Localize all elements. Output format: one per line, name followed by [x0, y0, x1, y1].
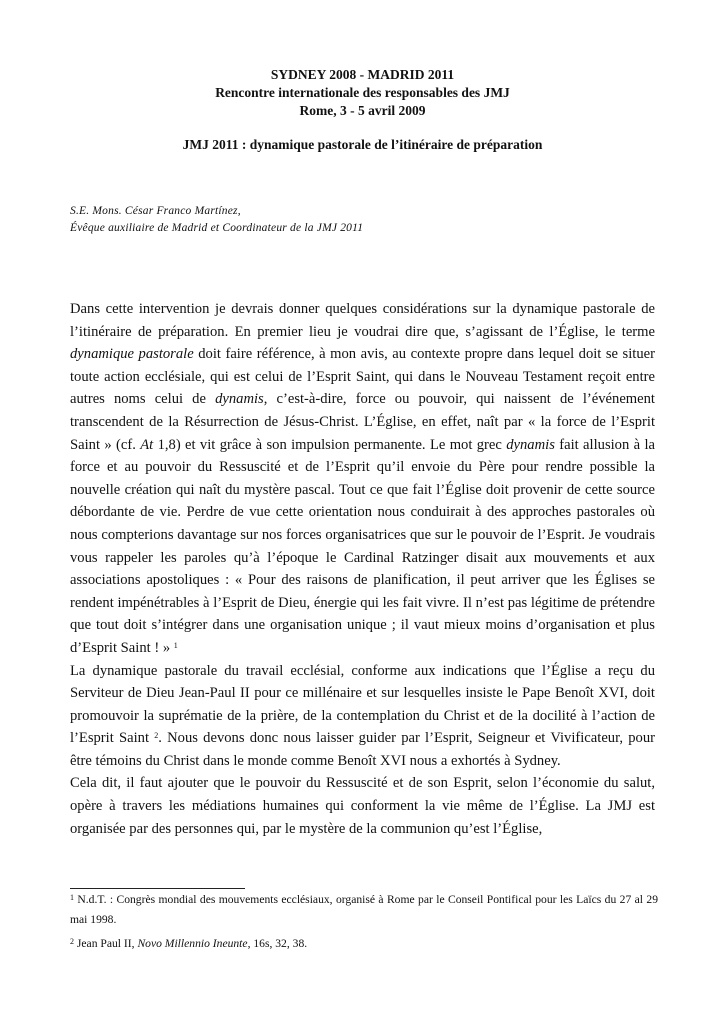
paragraph-2: La dynamique pastorale du travail ecclésial, conforme aux indications que l’Église a reçu du Serviteur de Dieu Jean-Paul II pour ce millénaire et sur lesquelles insiste le Pape Benoît XVI, doit promouvoir la suprématie de la prière, de la contemplation du Christ et de la docilité à l’action de l’Esprit Saint $^2$. Nous devons donc nous laisser guider par l’Esprit, Seigneur et Vivificateur, pour être témoins du Christ dans le monde comme Benoît XVI nous a exhortés à Sydney.: [70, 662, 655, 769]
header-line-3: Rome, 3 - 5 avril 2009: [299, 103, 426, 118]
paragraph-3: Cela dit, il faut ajouter que le pouvoir du Ressuscité et de son Esprit, selon l’économie du salut, opère à travers les médiations humaines qui conforment la vie même de l’Église. La JMJ est organisée par des personnes qui, par le mystère de la communion qu’est l’Église,: [70, 775, 655, 837]
paragraph-1: Dans cette intervention je devrais donner quelques considérations sur la dynamique pastorale de l’itinéraire de préparation. En premier lieu je voudrai dire que, s’agissant de l’Église, le terme dynamique pastorale doit faire référence, à mon avis, au contexte propre dans lequel doit se situer toute action ecclésiale, qui est celui de l’Esprit Saint, qui dans le Nouveau Testament reçoit entre autres noms celui de dynamis, c’est-à-dire, force ou pouvoir, qui naissent de l’événement transcendent de la Résurrection de Jésus-Christ. L’Église, en effet, naît par « la force de l’Esprit Saint » (cf. At 1,8) et vit grâce à son impulsion permanente. Le mot grec dynamis fait allusion à la force et au pouvoir du Ressuscité et de l’Esprit qu’il envoie du Père pour rendre possible la nouvelle création qui naît du mystère pascal. Tout ce que fait l’Église doit provenir de cette source débordante de vie. Perdre de vue cette orientation nous conduirait à des approches pastorales où nous compterions davantage sur nos forces organisatrices que sur le pouvoir de l’Esprit. Je voudrais vous rappeler les paroles qu’à l’époque le Cardinal Ratzinger disait aux mouvements et aux associations apostoliques : « Pour des raisons de planification, il peut arriver que les Églises se rendent impénétrables à l’Esprit de Dieu, énergie qui les fait vivre. Il n’est pas légitime de prétendre que tout doit s’intégrer dans une organisation unique ; il vaut mieux moins d’organisation et plus d’Esprit Saint ! » $^1$: [70, 301, 656, 656]
author-role: Évêque auxiliaire de Madrid et Coordinateur de la JMJ 2011: [70, 222, 364, 234]
document-title: JMJ 2011 : dynamique pastorale de l’itinéraire de préparation: [182, 137, 543, 152]
footnote-2: $^2$ Jean Paul II, Novo Millennio Ineunte, 16s, 32, 38.: [70, 937, 308, 950]
header-line-2: Rencontre internationale des responsables des JMJ: [215, 85, 510, 100]
footnote-ref-1[interactable]: 1: [173, 640, 178, 650]
footnotes: [70, 890, 658, 958]
document-body: [70, 298, 655, 840]
header-line-1: SYDNEY 2008 - MADRID 2011: [270, 67, 455, 82]
document-header: [0, 66, 725, 154]
footnote-1: $^1$ N.d.T. : Congrès mondial des mouvements ecclésiaux, organisé à Rome par le Conseil Pontifical pour les Laïcs du 27 al 29 mai 1998.: [70, 893, 658, 926]
author-name: S.E. Mons. César Franco Martínez,: [70, 205, 241, 217]
footnote-separator: [70, 888, 245, 889]
footnote-ref-2[interactable]: 2: [154, 731, 159, 741]
author-block: [70, 203, 363, 237]
